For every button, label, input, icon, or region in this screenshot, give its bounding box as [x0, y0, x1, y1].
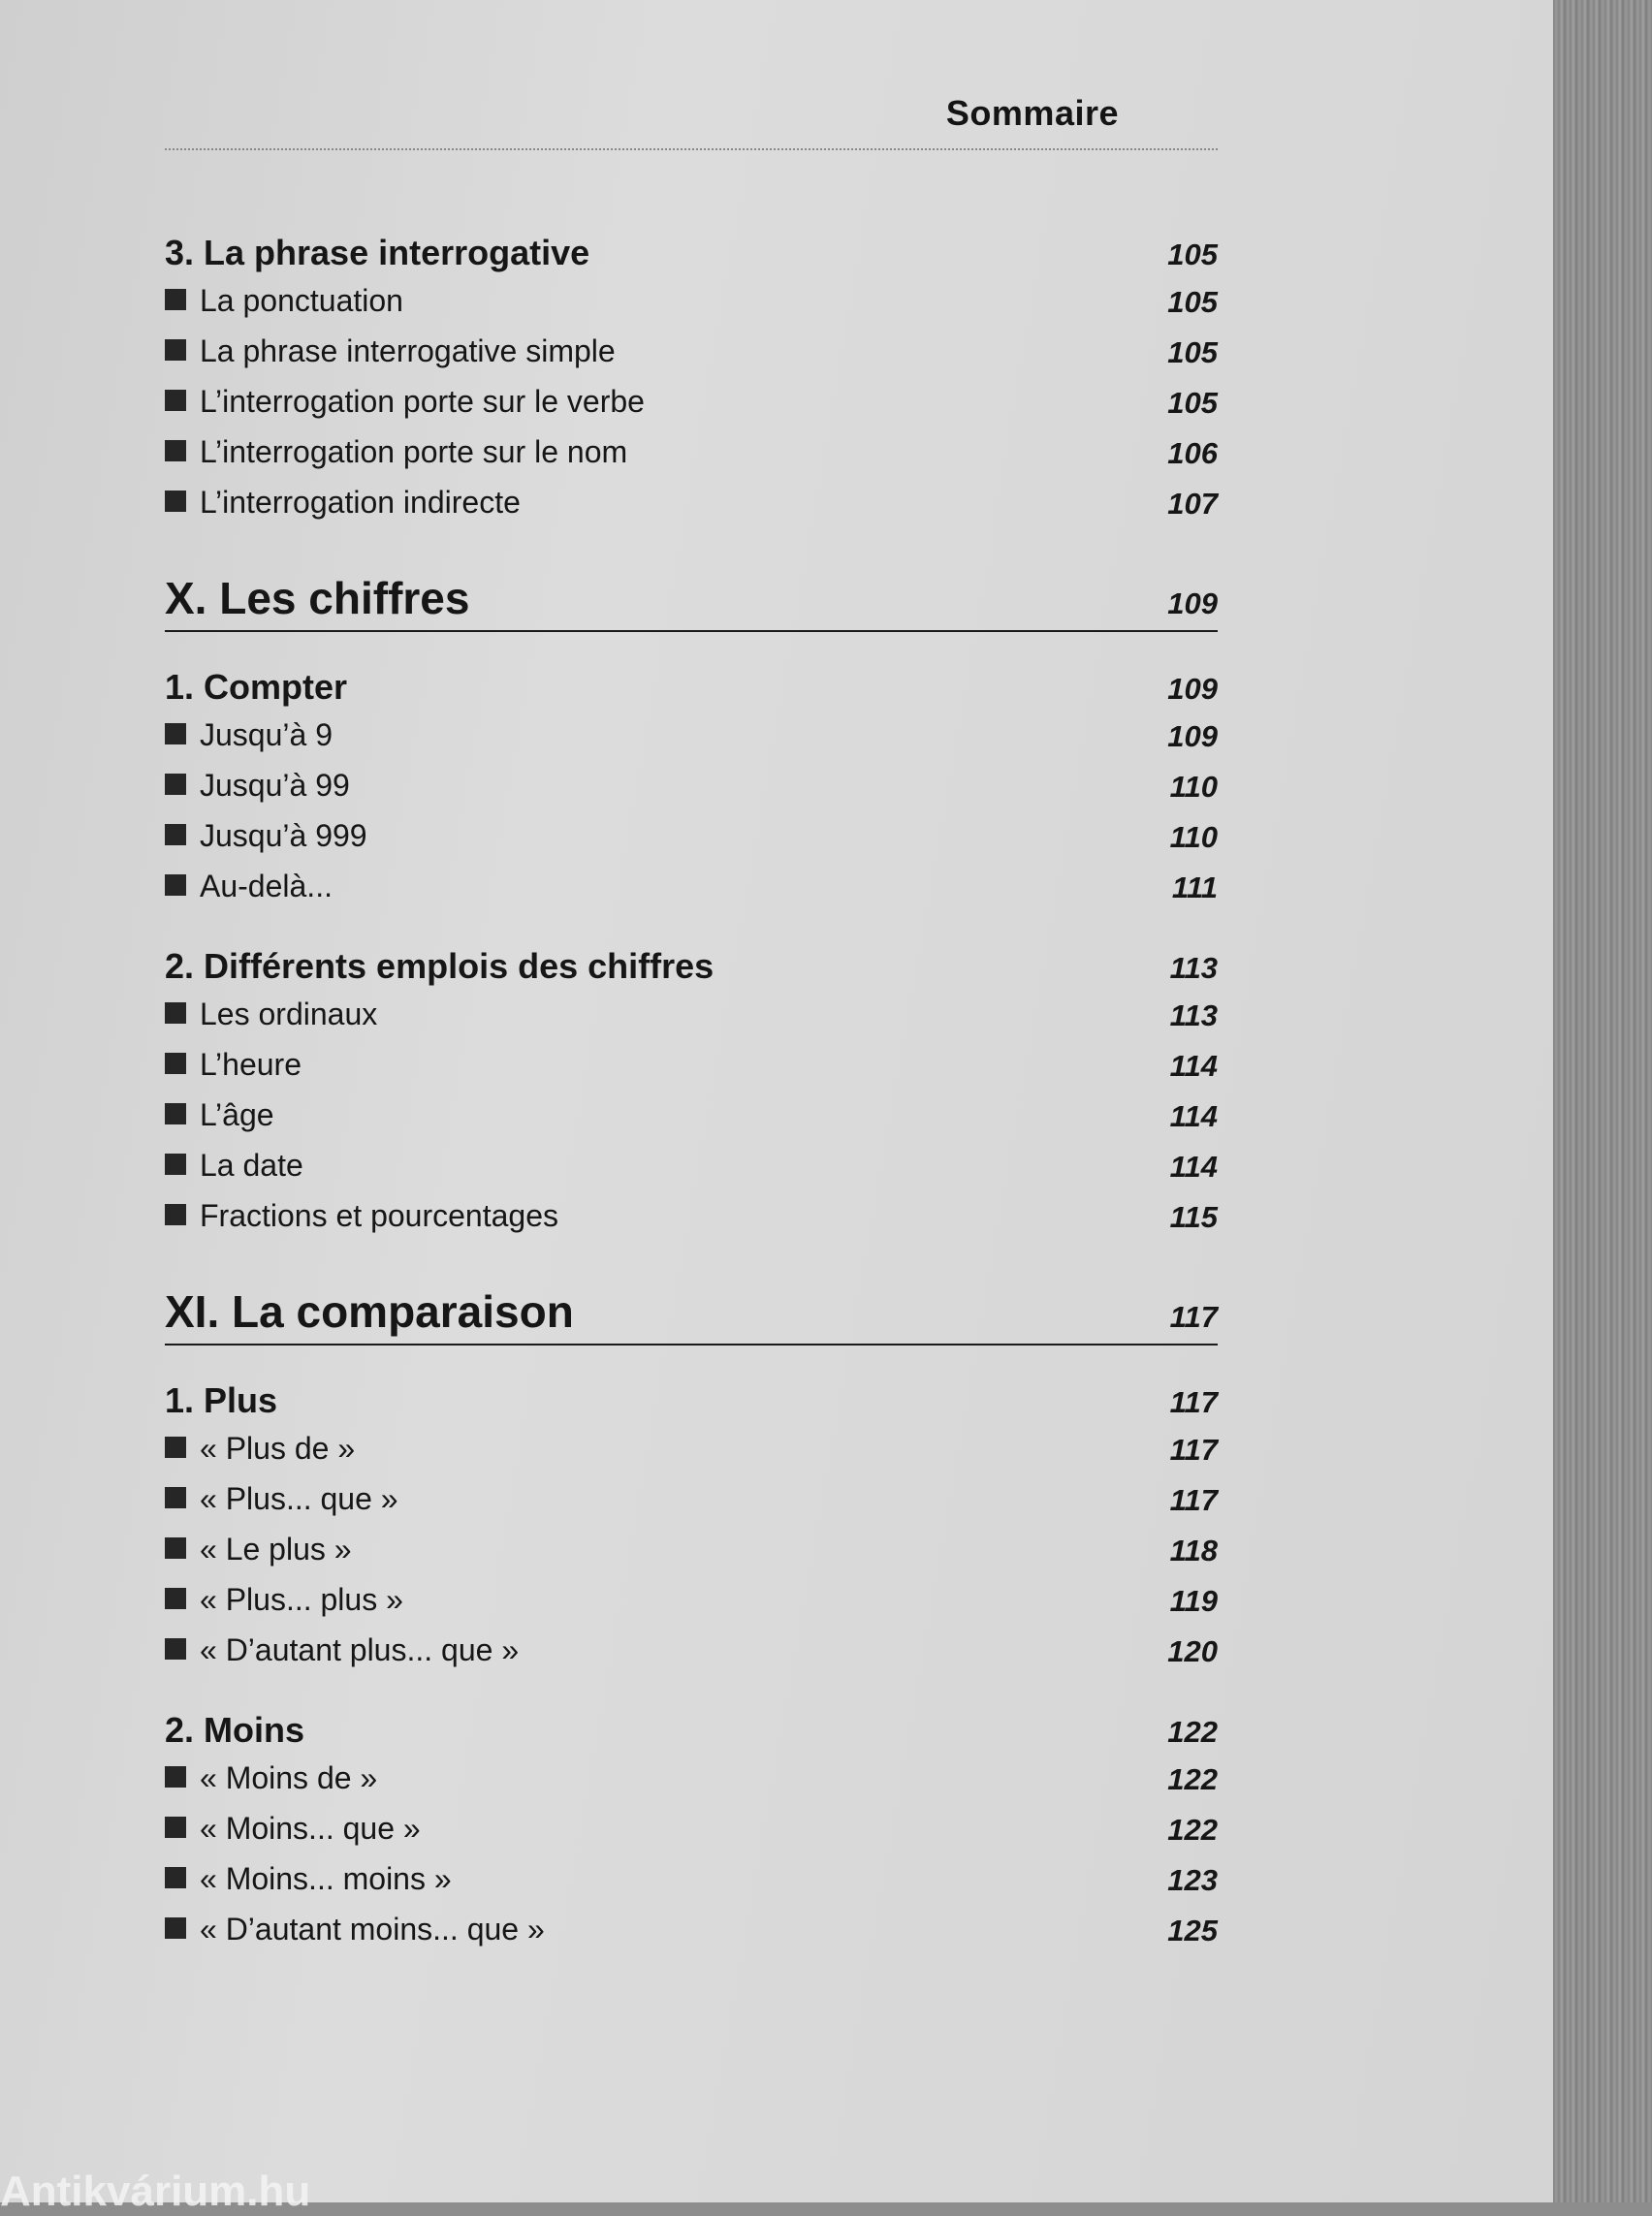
square-bullet-icon: [165, 1588, 186, 1609]
toc-section-label: 2. Différents emplois des chiffres: [165, 946, 715, 986]
watermark: Antikvárium.hu: [0, 2168, 311, 2215]
toc-item-row: [165, 1481, 1218, 1532]
toc-item-row: [165, 384, 1218, 434]
toc-page-number: 115: [1169, 1199, 1218, 1234]
square-bullet-icon: [165, 1154, 186, 1175]
square-bullet-icon: [165, 440, 186, 461]
toc-page-number: 105: [1167, 237, 1218, 271]
toc-page-number: 120: [1167, 1633, 1218, 1668]
table-of-contents: [165, 233, 1218, 1962]
toc-item-row: [165, 1912, 1218, 1962]
square-bullet-icon: [165, 874, 186, 896]
toc-item-label: L’interrogation porte sur le verbe: [200, 384, 645, 419]
toc-item-row: [165, 1632, 1218, 1683]
square-bullet-icon: [165, 1204, 186, 1225]
toc-section-label: 3. La phrase interrogative: [165, 233, 590, 272]
toc-item-row: [165, 283, 1218, 333]
toc-item-row: [165, 1198, 1218, 1249]
toc-item-label: Au-delà...: [200, 869, 333, 903]
toc-item-label: L’interrogation indirecte: [200, 485, 521, 520]
square-bullet-icon: [165, 1867, 186, 1888]
toc-section-row: [165, 946, 1218, 987]
toc-item-label: « Le plus »: [200, 1532, 352, 1567]
toc-item-label: La phrase interrogative simple: [200, 333, 616, 368]
toc-chapter-row: [165, 572, 1218, 632]
toc-page-number: 107: [1167, 486, 1218, 521]
toc-page-number: 114: [1169, 1149, 1218, 1184]
toc-item-row: [165, 1861, 1218, 1912]
toc-page-number: 117: [1169, 1385, 1218, 1419]
toc-chapter-label: X. Les chiffres: [165, 573, 470, 623]
toc-page-number: 118: [1169, 1533, 1218, 1567]
toc-item-row: [165, 333, 1218, 384]
toc-item-label: Jusqu’à 9: [200, 717, 333, 752]
toc-page-number: 122: [1167, 1812, 1218, 1847]
toc-section-label: 2. Moins: [165, 1710, 305, 1750]
toc-item-label: Jusqu’à 999: [200, 818, 367, 853]
toc-item-label: « Moins... moins »: [200, 1861, 452, 1896]
toc-page-number: 113: [1169, 951, 1218, 985]
toc-page-number: 122: [1167, 1761, 1218, 1796]
square-bullet-icon: [165, 1002, 186, 1024]
toc-page-number: 110: [1169, 819, 1218, 854]
toc-item-label: L’interrogation porte sur le nom: [200, 434, 628, 469]
square-bullet-icon: [165, 491, 186, 512]
toc-item-label: « Plus... que »: [200, 1481, 398, 1516]
toc-page-number: 114: [1169, 1048, 1218, 1083]
toc-item-label: La ponctuation: [200, 283, 403, 318]
square-bullet-icon: [165, 1638, 186, 1660]
toc-item-label: « Plus... plus »: [200, 1582, 403, 1617]
toc-item-row: [165, 1148, 1218, 1198]
toc-page-number: 125: [1167, 1913, 1218, 1947]
toc-chapter-row: [165, 1285, 1218, 1345]
toc-item-row: [165, 1097, 1218, 1148]
toc-item-label: « Moins... que »: [200, 1811, 421, 1846]
toc-item-row: [165, 818, 1218, 869]
toc-item-label: « D’autant moins... que »: [200, 1912, 545, 1947]
toc-item-row: [165, 1431, 1218, 1481]
toc-page-number: 106: [1167, 435, 1218, 470]
toc-section-label: 1. Plus: [165, 1380, 278, 1420]
square-bullet-icon: [165, 289, 186, 310]
toc-page-number: 105: [1167, 334, 1218, 369]
toc-item-row: [165, 434, 1218, 485]
square-bullet-icon: [165, 824, 186, 845]
toc-page-number: 122: [1167, 1715, 1218, 1749]
toc-item-row: [165, 1760, 1218, 1811]
toc-section-label: 1. Compter: [165, 667, 348, 707]
toc-item-row: [165, 1532, 1218, 1582]
toc-item-label: Les ordinaux: [200, 997, 378, 1031]
square-bullet-icon: [165, 1766, 186, 1788]
running-header-title: Sommaire: [945, 93, 1119, 133]
toc-item-row: [165, 997, 1218, 1047]
toc-page-number: 117: [1169, 1432, 1218, 1467]
toc-page-number: 109: [1167, 586, 1218, 620]
toc-page-number: 113: [1169, 997, 1218, 1032]
toc-page-number: 123: [1167, 1862, 1218, 1897]
square-bullet-icon: [165, 1817, 186, 1838]
toc-section-row: [165, 233, 1218, 273]
square-bullet-icon: [165, 390, 186, 411]
square-bullet-icon: [165, 339, 186, 361]
toc-page-number: 109: [1167, 672, 1218, 706]
toc-item-row: [165, 1811, 1218, 1861]
toc-page-number: 105: [1167, 385, 1218, 420]
square-bullet-icon: [165, 1103, 186, 1124]
toc-page-number: 109: [1167, 718, 1218, 753]
toc-item-row: [165, 485, 1218, 535]
toc-page-number: 110: [1169, 769, 1218, 804]
toc-item-row: [165, 1047, 1218, 1097]
toc-item-row: [165, 768, 1218, 818]
toc-item-label: L’âge: [200, 1097, 274, 1132]
toc-page-number: 117: [1169, 1300, 1218, 1334]
toc-item-label: Fractions et pourcentages: [200, 1198, 558, 1233]
square-bullet-icon: [165, 723, 186, 744]
toc-section-row: [165, 1380, 1218, 1421]
toc-item-label: « Moins de »: [200, 1760, 378, 1795]
toc-item-label: Jusqu’à 99: [200, 768, 350, 803]
square-bullet-icon: [165, 1053, 186, 1074]
toc-page-number: 114: [1169, 1098, 1218, 1133]
square-bullet-icon: [165, 1917, 186, 1939]
toc-page-number: 105: [1167, 284, 1218, 319]
toc-item-row: [165, 869, 1218, 919]
toc-item-row: [165, 717, 1218, 768]
square-bullet-icon: [165, 1537, 186, 1559]
toc-section-row: [165, 1710, 1218, 1751]
book-page-edge: [1553, 0, 1652, 2202]
toc-item-label: « Plus de »: [200, 1431, 356, 1466]
toc-page-number: 117: [1169, 1482, 1218, 1517]
toc-item-label: La date: [200, 1148, 303, 1183]
toc-chapter-label: XI. La comparaison: [165, 1286, 574, 1337]
toc-page-number: 111: [1171, 870, 1218, 904]
toc-section-row: [165, 667, 1218, 708]
square-bullet-icon: [165, 1487, 186, 1508]
toc-item-label: « D’autant plus... que »: [200, 1632, 520, 1667]
toc-page-number: 119: [1169, 1583, 1218, 1618]
toc-item-label: L’heure: [200, 1047, 302, 1082]
toc-item-row: [165, 1582, 1218, 1632]
header-dotted-rule: [165, 148, 1218, 150]
square-bullet-icon: [165, 1437, 186, 1458]
square-bullet-icon: [165, 774, 186, 795]
